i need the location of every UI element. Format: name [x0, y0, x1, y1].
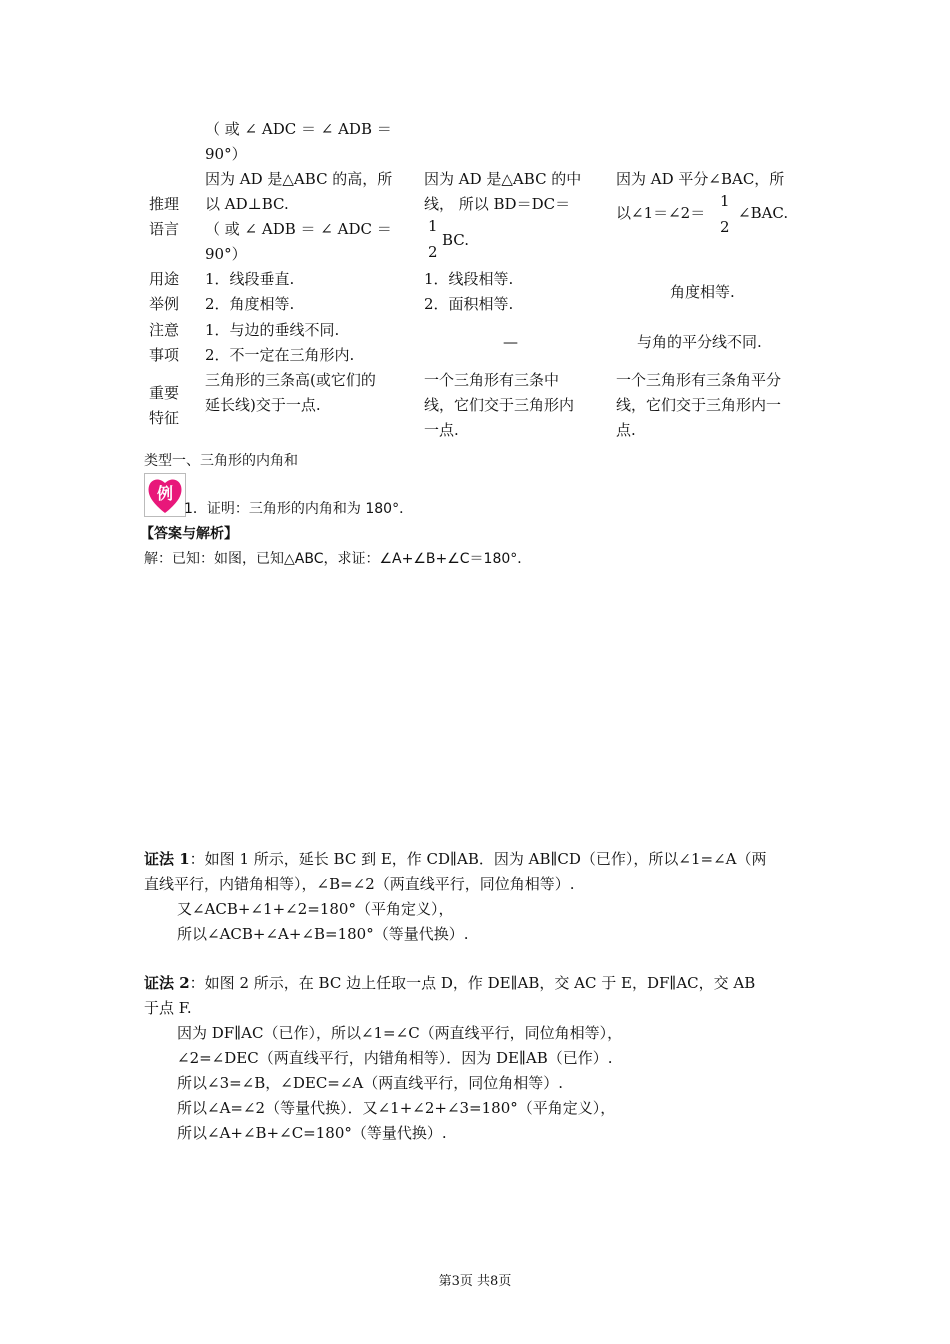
col3-uses: 角度相等.	[670, 283, 735, 301]
row-label-notes: 注意 事项	[149, 321, 180, 364]
col2-reasoning-line-1: 因为 AD 是△ABC 的中	[424, 170, 582, 188]
row-label-reasoning: 推理 语言	[149, 195, 180, 238]
col1-pre	[205, 117, 407, 167]
section-title: 类型一、三角形的内角和	[144, 453, 298, 469]
col1-reasoning-line-4: 90°）	[205, 245, 247, 263]
col2-reasoning-line-2: 线， 所以 BD＝DC＝	[424, 195, 571, 213]
col2-feature: 一个三角形有三条中 线，它们交于三角形内 一点.	[424, 371, 575, 439]
proof-2-line-6: 所以∠A=∠2（等量代换）．又∠1+∠2+∠3=180°（平角定义），	[177, 1099, 616, 1117]
proof-2-line-2: 于点 F.	[144, 999, 192, 1017]
col1-reasoning-line-2: 以 AD⊥BC.	[205, 195, 289, 213]
col3-reasoning-line-1: 因为 AD 平分∠BAC，所	[616, 170, 785, 188]
page-footer: 第3页 共8页	[438, 1274, 512, 1289]
col1-reasoning-line-1: 因为 AD 是△ABC 的高，所	[205, 170, 393, 188]
proof-2-line-1: 证法 2：如图 2 所示，在 BC 边上任取一点 D，作 DE∥AB，交 AC 于 E，DF∥AC，交 AB	[144, 974, 756, 992]
solution-line: 解：已知：如图，已知△ABC，求证：∠A+∠B+∠C＝180°．	[144, 551, 532, 567]
col1-pre-line-2: 90°）	[205, 145, 247, 163]
col2-reasoning-line-3: BC.	[442, 231, 470, 249]
svg-text:例: 例	[156, 484, 174, 503]
proof-2-line-7: 所以∠A+∠B+∠C=180°（等量代换）.	[177, 1124, 447, 1142]
example-text: 1．证明：三角形的内角和为 180°．	[184, 501, 414, 517]
proof-1-line-4: 所以∠ACB+∠A+∠B=180°（等量代换）.	[177, 925, 469, 943]
col3-frac-num: 1	[720, 192, 730, 210]
proof-1-label: 证法 1	[144, 850, 190, 868]
col1-reasoning	[205, 167, 407, 267]
col1-feature: 三角形的三条高(或它们的 延长线)交于一点.	[205, 371, 376, 414]
col3-notes: 与角的平分线不同.	[637, 333, 762, 351]
proof-2-line-4: ∠2=∠DEC（两直线平行，内错角相等）．因为 DE∥AB（已作）.	[177, 1049, 613, 1067]
col3-frac-den: 2	[720, 218, 730, 236]
proof-1-line-2: 直线平行，内错角相等），∠B=∠2（两直线平行，同位角相等）.	[144, 875, 575, 893]
col1-notes: 1．与边的垂线不同. 2．不一定在三角形内.	[205, 321, 355, 364]
col2-uses: 1．线段相等. 2．面积相等.	[424, 270, 514, 313]
col3-reasoning	[616, 167, 808, 192]
proof-2-line-3: 因为 DF∥AC（已作），所以∠1=∠C（两直线平行，同位角相等），	[177, 1024, 623, 1042]
col2-frac-num: 1	[428, 217, 438, 235]
row-label-feature: 重要 特征	[149, 384, 180, 427]
col3-feature: 一个三角形有三条角平分 线，它们交于三角形内一 点.	[616, 371, 782, 439]
col2-notes: —	[503, 333, 518, 351]
proof-1-line-1: 证法 1：如图 1 所示，延长 BC 到 E，作 CD∥AB．因为 AB∥CD（已作），所以∠1=∠A（两	[144, 850, 767, 868]
col3-reasoning-line-2: 以∠1＝∠2＝ 1 2 ∠BAC.	[616, 192, 789, 236]
col2-frac-den: 2	[428, 243, 438, 261]
proof-1-line-3: 又∠ACB+∠1+∠2=180°（平角定义），	[177, 900, 454, 918]
col2-reasoning	[424, 167, 600, 217]
col1-pre-line-1: （ 或 ∠ ADC ＝ ∠ ADB ＝	[205, 120, 392, 138]
row-label-uses: 用途 举例	[149, 270, 180, 313]
proof-2-line-5: 所以∠3=∠B，∠DEC=∠A（两直线平行，同位角相等）.	[177, 1074, 564, 1092]
answer-heading: 【答案与解析】	[140, 526, 238, 542]
example-badge-icon	[144, 473, 186, 517]
proof-2-label: 证法 2	[144, 974, 190, 992]
col1-reasoning-line-3: （ 或 ∠ ADB ＝ ∠ ADC ＝	[205, 220, 392, 238]
col1-uses: 1．线段垂直. 2．角度相等.	[205, 270, 295, 313]
